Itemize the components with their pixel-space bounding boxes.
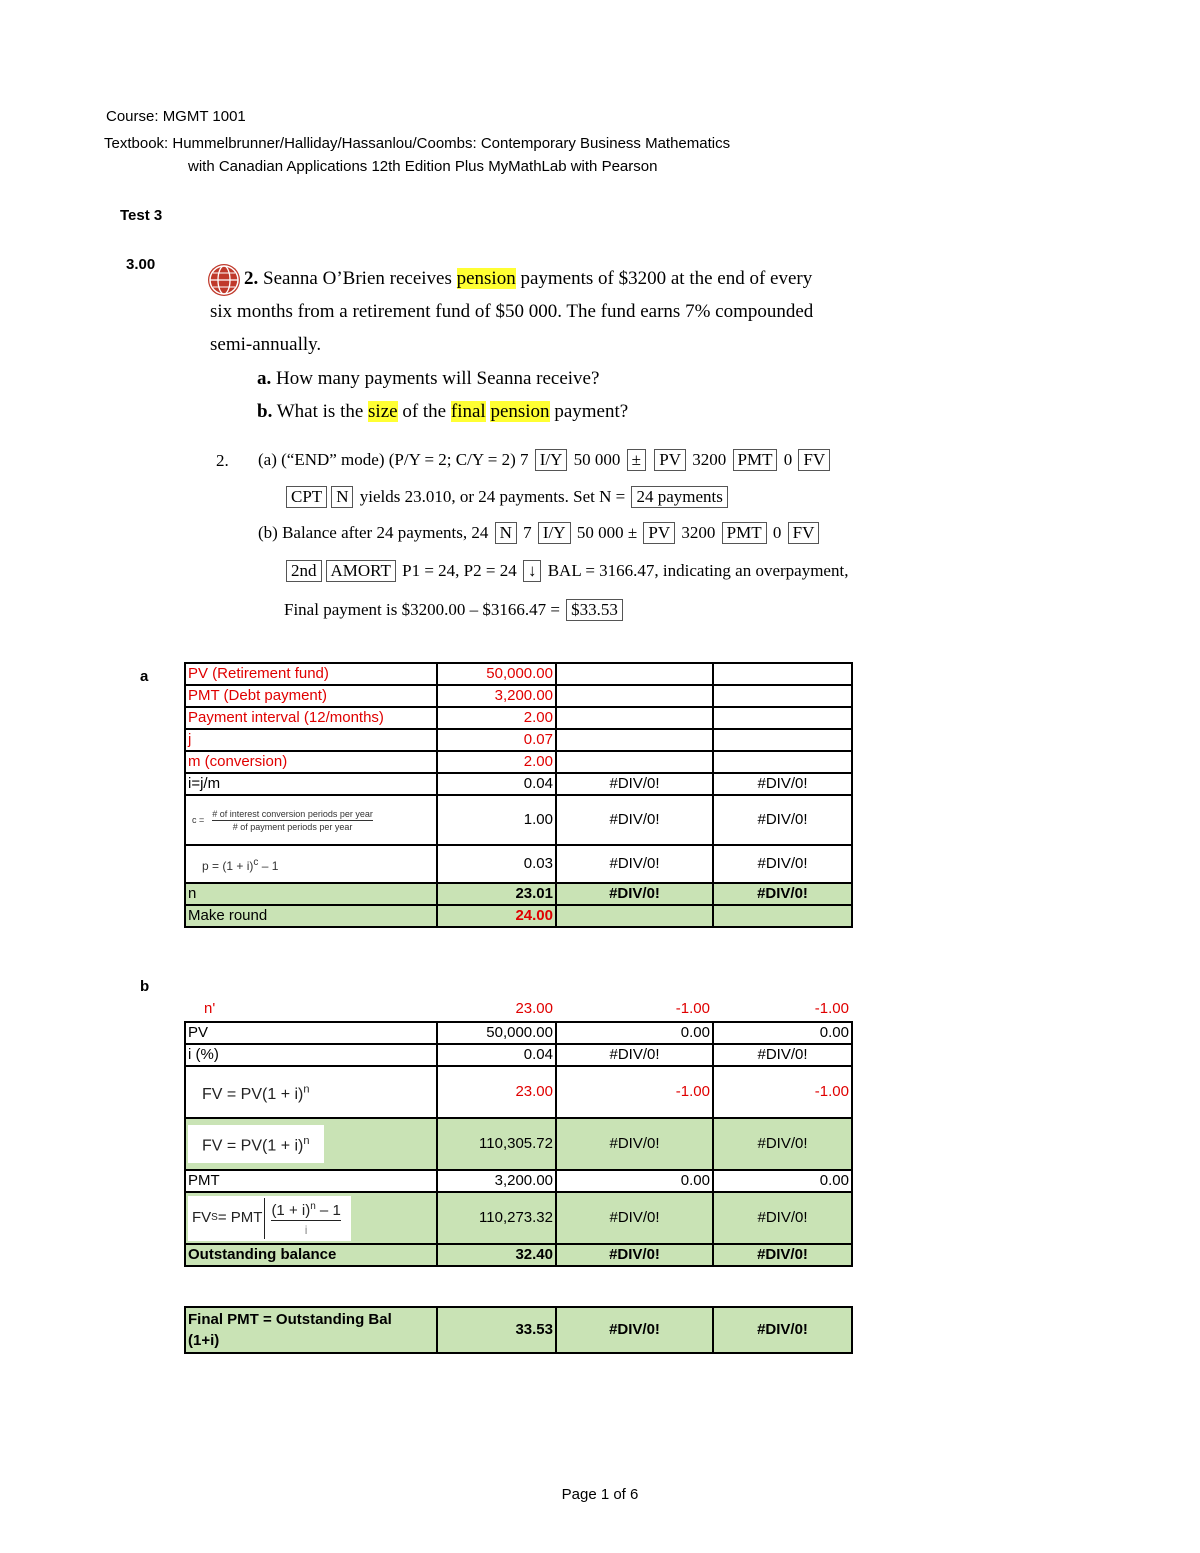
key-plus-minus: ± [627,449,646,471]
solution-number: 2. [216,451,229,470]
solution-value: 50 000 [576,523,624,542]
formula-eq: = PMT [217,1209,263,1226]
row-label: n' [204,1000,216,1017]
formula-denominator: # of payment periods per year [232,821,353,832]
cell-value [556,751,713,773]
highlight-size: size [368,401,398,422]
question-number: 3.00 [126,256,156,273]
key-pv: PV [643,522,675,544]
p-formula-cell [185,845,437,883]
problem-line-2: six months from a retirement fund of $50 000. The fund earns 7% compounded [210,301,814,322]
formula-sup: n [310,1200,316,1212]
cell-value: 32.40 [437,1244,556,1266]
globe-icon [208,264,240,296]
solution-text: (b) Balance after 24 payments, 24 [258,523,489,542]
formula-sub: S [211,1212,218,1223]
formula-numerator [271,1198,340,1221]
key-iy: I/Y [535,449,568,471]
row-label: i (%) [185,1044,437,1066]
cell-value: #DIV/0! [713,1244,852,1266]
formula-fraction [264,1198,346,1239]
solution-b-line-3 [284,599,625,621]
key-cpt: CPT [286,486,327,508]
cell-value [713,707,852,729]
formula-fraction [212,808,373,833]
question-b-label: b. [257,401,273,422]
test-title: Test 3 [120,207,163,224]
solution-value: 0 [783,450,793,469]
answer-box-b: $33.53 [566,599,623,621]
cell-value: #DIV/0! [713,1307,852,1353]
key-n: N [331,486,353,508]
problem-text: payments of $3200 at the end of every [515,268,813,289]
solution-text: (a) (“END” mode) (P/Y = 2; C/Y = 2) 7 [258,450,529,469]
solution-a-line-2 [284,486,730,508]
table-row [185,663,852,685]
table-row [185,1066,852,1118]
cell-value: #DIV/0! [713,1192,852,1244]
cell-value: 23.00 [515,1000,553,1017]
table-row [185,729,852,751]
cell-value: 23.00 [437,1066,556,1118]
cell-value [713,685,852,707]
fv-formula [188,1125,324,1162]
formula-sup: n [303,1135,310,1148]
cell-value: 2.00 [437,707,556,729]
final-pmt-label-line-1: Final PMT = Outstanding Bal [188,1311,392,1328]
key-fv: FV [798,449,830,471]
cell-value [556,685,713,707]
table-row [185,1307,852,1353]
key-fv: FV [788,522,820,544]
c-formula-cell [185,795,437,845]
row-label: i=j/m [185,773,437,795]
solution-b-line-1 [258,522,821,544]
formula-text: FV = PV(1 + i) [202,1085,304,1103]
question-b-text: What is the [276,401,369,422]
row-label: Make round [185,905,437,927]
table-row [185,707,852,729]
solution-text: yields 23.010, or 24 payments. Set N = [359,487,626,506]
cell-value [713,729,852,751]
row-label: Payment interval (12/months) [185,707,437,729]
key-n: N [495,522,517,544]
cell-value: 50,000.00 [437,663,556,685]
textbook-line-2: with Canadian Applications 12th Edition Plus MyMathLab with Pearson [188,158,658,175]
cell-value: 24.00 [437,905,556,927]
question-b-text: payment? [549,401,629,422]
cell-value [556,729,713,751]
fvs-formula-cell [185,1192,437,1244]
formula-text: p = (1 + i) [202,858,254,873]
formula-lhs: c = [192,815,205,825]
formula-sup: c [253,856,259,868]
table-row [185,1044,852,1066]
row-label: PMT [185,1170,437,1192]
fv-formula [202,1083,310,1103]
table-row [185,685,852,707]
part-a-label: a [140,668,149,685]
final-pmt-label-line-2: (1+i) [188,1332,220,1349]
table-row [185,795,852,845]
cell-value: 0.00 [713,1022,852,1044]
highlight-pension: pension [456,268,516,289]
problem-line-1 [244,268,812,290]
cell-value [713,905,852,927]
cell-value: #DIV/0! [713,773,852,795]
course-title: Course: MGMT 1001 [106,108,246,125]
formula-lhs: FV [192,1209,212,1226]
question-a-text: How many payments will Seanna receive? [276,368,600,389]
cell-value: #DIV/0! [556,883,713,905]
table-row [185,773,852,795]
formula-tail: – 1 [315,1201,341,1219]
solution-value: 0 [772,523,782,542]
key-pv: PV [654,449,686,471]
row-label: PMT (Debt payment) [185,685,437,707]
table-row [185,1244,852,1266]
cell-value [713,663,852,685]
cell-value [556,663,713,685]
cell-value: -1.00 [556,1066,713,1118]
key-plus-minus: ± [627,523,638,542]
solution-text: P1 = 24, P2 = 24 [402,561,517,580]
cell-value: #DIV/0! [556,1044,713,1066]
table-row [185,905,852,927]
key-2nd: 2nd [286,560,322,582]
solution-value: 7 [523,523,532,542]
cell-value: 0.04 [437,773,556,795]
solution-text: BAL = 3166.47, indicating an overpayment, [547,561,849,580]
cell-value: #DIV/0! [556,1192,713,1244]
final-payment-table [184,1306,853,1354]
fvs-formula [188,1196,351,1241]
cell-value: #DIV/0! [556,773,713,795]
cell-value: #DIV/0! [713,845,852,883]
cell-value: 33.53 [437,1307,556,1353]
question-b-text: of the [397,401,451,422]
highlight-final: final [450,401,486,422]
question-b [257,401,628,423]
problem-line-3: semi-annually. [210,334,322,355]
problem-number: 2. [244,268,259,289]
question-a-label: a. [257,368,272,389]
formula-denominator: i [304,1222,308,1237]
cell-value: 0.07 [437,729,556,751]
cell-value: 0.00 [713,1170,852,1192]
highlight-pension: pension [490,401,550,422]
row-label: PV [185,1022,437,1044]
key-amort: AMORT [326,560,396,582]
cell-value: -1.00 [675,1000,710,1017]
question-a [257,368,599,390]
solution-value: 3200 [681,523,716,542]
formula-numerator: # of interest conversion periods per year [212,808,373,819]
cell-value: 0.03 [437,845,556,883]
solution-value: 50 000 [573,450,621,469]
table-row [185,845,852,883]
cell-value: 110,273.32 [437,1192,556,1244]
formula-tail: – 1 [258,858,279,873]
cell-value: #DIV/0! [556,795,713,845]
cell-value: 110,305.72 [437,1118,556,1170]
table-row [185,1118,852,1170]
c-formula [188,808,434,833]
part-a-table [184,662,853,928]
cell-value: #DIV/0! [713,883,852,905]
solution-value: 3200 [692,450,727,469]
table-row [185,751,852,773]
cell-value: 0.04 [437,1044,556,1066]
cell-value [713,751,852,773]
cell-value: 3,200.00 [437,1170,556,1192]
cell-value: 2.00 [437,751,556,773]
solution-a-line-1 [258,449,832,471]
final-pmt-label [185,1307,437,1353]
solution-text: Final payment is $3200.00 – $3166.47 = [284,600,560,619]
textbook-line-1: Textbook: Hummelbrunner/Halliday/Hassanlou/Coombs: Contemporary Business Mathematics [104,135,731,152]
formula-text: FV = PV(1 + i) [202,1137,304,1155]
row-label: PV (Retirement fund) [185,663,437,685]
p-formula [202,856,279,873]
row-label: Outstanding balance [185,1244,437,1266]
key-iy: I/Y [538,522,571,544]
cell-value: 0.00 [556,1022,713,1044]
cell-value: 23.01 [437,883,556,905]
cell-value [556,905,713,927]
cell-value: #DIV/0! [556,1244,713,1266]
row-label: n [185,883,437,905]
table-row [185,1192,852,1244]
table-row [184,999,851,1019]
cell-value: #DIV/0! [556,1307,713,1353]
cell-value: 0.00 [556,1170,713,1192]
table-row [185,883,852,905]
part-b-label: b [140,978,150,995]
cell-value: #DIV/0! [713,795,852,845]
problem-text: Seanna O’Brien receives [263,268,457,289]
formula-sup: n [303,1083,310,1096]
down-arrow-icon: ↓ [523,560,542,582]
cell-value: -1.00 [814,1000,849,1017]
n-prime-row [184,999,851,1019]
cell-value: #DIV/0! [713,1044,852,1066]
key-pmt: PMT [722,522,767,544]
cell-value: 1.00 [437,795,556,845]
table-row [185,1170,852,1192]
cell-value: 50,000.00 [437,1022,556,1044]
fv-formula-cell [185,1118,437,1170]
cell-value: 3,200.00 [437,685,556,707]
page-number: Page 1 of 6 [561,1486,639,1503]
cell-value: #DIV/0! [713,1118,852,1170]
formula-text: (1 + i) [271,1201,311,1219]
part-b-table [184,1021,853,1267]
fv-formula-cell [185,1066,437,1118]
cell-value: #DIV/0! [556,845,713,883]
solution-b-line-2 [284,560,848,582]
cell-value: -1.00 [713,1066,852,1118]
answer-box-a: 24 payments [631,486,727,508]
key-pmt: PMT [733,449,778,471]
row-label: j [185,729,437,751]
row-label: m (conversion) [185,751,437,773]
table-row [185,1022,852,1044]
cell-value [556,707,713,729]
cell-value: #DIV/0! [556,1118,713,1170]
